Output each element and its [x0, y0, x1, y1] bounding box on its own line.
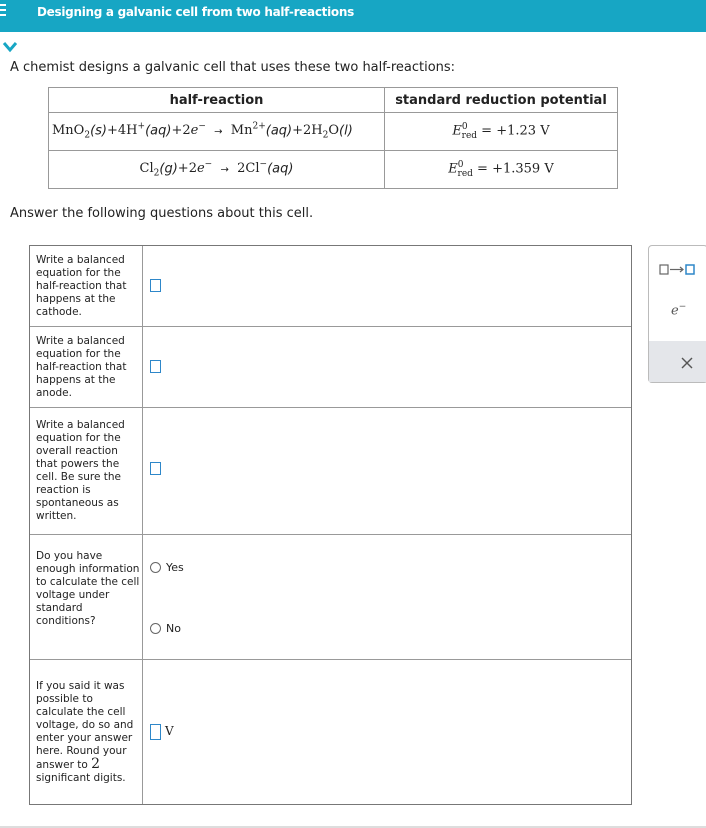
question-row-voltage — [30, 660, 631, 804]
question-overall: Write a balanced equation for the overall reaction that powers the cell. Be sure the reaction is spontaneous as written. — [36, 419, 125, 522]
question-row-cathode — [30, 246, 631, 327]
tool-panel — [648, 245, 706, 383]
close-icon[interactable] — [681, 354, 693, 373]
answer-intro-text: Answer the following questions about this cell. — [10, 206, 314, 221]
col-header-half-reaction: half-reaction — [49, 88, 385, 113]
menu-icon[interactable] — [0, 4, 6, 18]
radio-yes[interactable] — [150, 562, 161, 573]
potential-1: $E^0_{red} = +1.23$ V — [385, 113, 618, 151]
voltage-unit: V — [165, 724, 174, 738]
page-title: Designing a galvanic cell from two half-reactions — [37, 5, 354, 19]
overall-answer-input[interactable] — [150, 462, 161, 475]
potential-2: $E^0_{red} = +1.359$ V — [385, 151, 618, 189]
radio-no[interactable] — [150, 623, 161, 634]
question-row-enough-info — [30, 535, 631, 660]
question-row-overall — [30, 408, 631, 535]
question-row-anode — [30, 327, 631, 408]
voltage-answer-input[interactable] — [150, 724, 161, 740]
radio-yes-label[interactable]: Yes — [166, 561, 184, 574]
question-enough-info: Do you have enough information to calculate the cell voltage under standard conditions? — [36, 550, 140, 627]
question-anode: Write a balanced equation for the half-reaction that happens at the anode. — [36, 335, 127, 399]
col-header-potential: standard reduction potential — [385, 88, 618, 113]
half-reaction-1: $MnO_2(s)+4H^+(aq)+2e^- \to Mn^{2+}(aq)+2H_2O(l)$ — [49, 113, 385, 151]
anode-answer-input[interactable] — [150, 360, 161, 373]
chevron-down-icon[interactable] — [0, 38, 20, 56]
question-voltage: If you said it was possible to calculate the cell voltage, do so and enter your answer here. Round your answer to 2 significant digits. — [36, 680, 134, 784]
header-bar — [0, 0, 706, 32]
half-reaction-table — [48, 87, 618, 189]
cathode-answer-input[interactable] — [150, 279, 161, 292]
radio-no-label[interactable]: No — [166, 622, 181, 635]
box-arrow-box-icon[interactable] — [659, 262, 697, 281]
questions-table — [29, 245, 632, 805]
electron-icon[interactable]: e− — [671, 302, 687, 319]
question-cathode: Write a balanced equation for the half-reaction that happens at the cathode. — [36, 254, 127, 318]
half-reaction-2: $Cl_2(g)+2e^- \to 2Cl^-(aq)$ — [49, 151, 385, 189]
intro-text: A chemist designs a galvanic cell that uses these two half-reactions: — [10, 60, 456, 75]
